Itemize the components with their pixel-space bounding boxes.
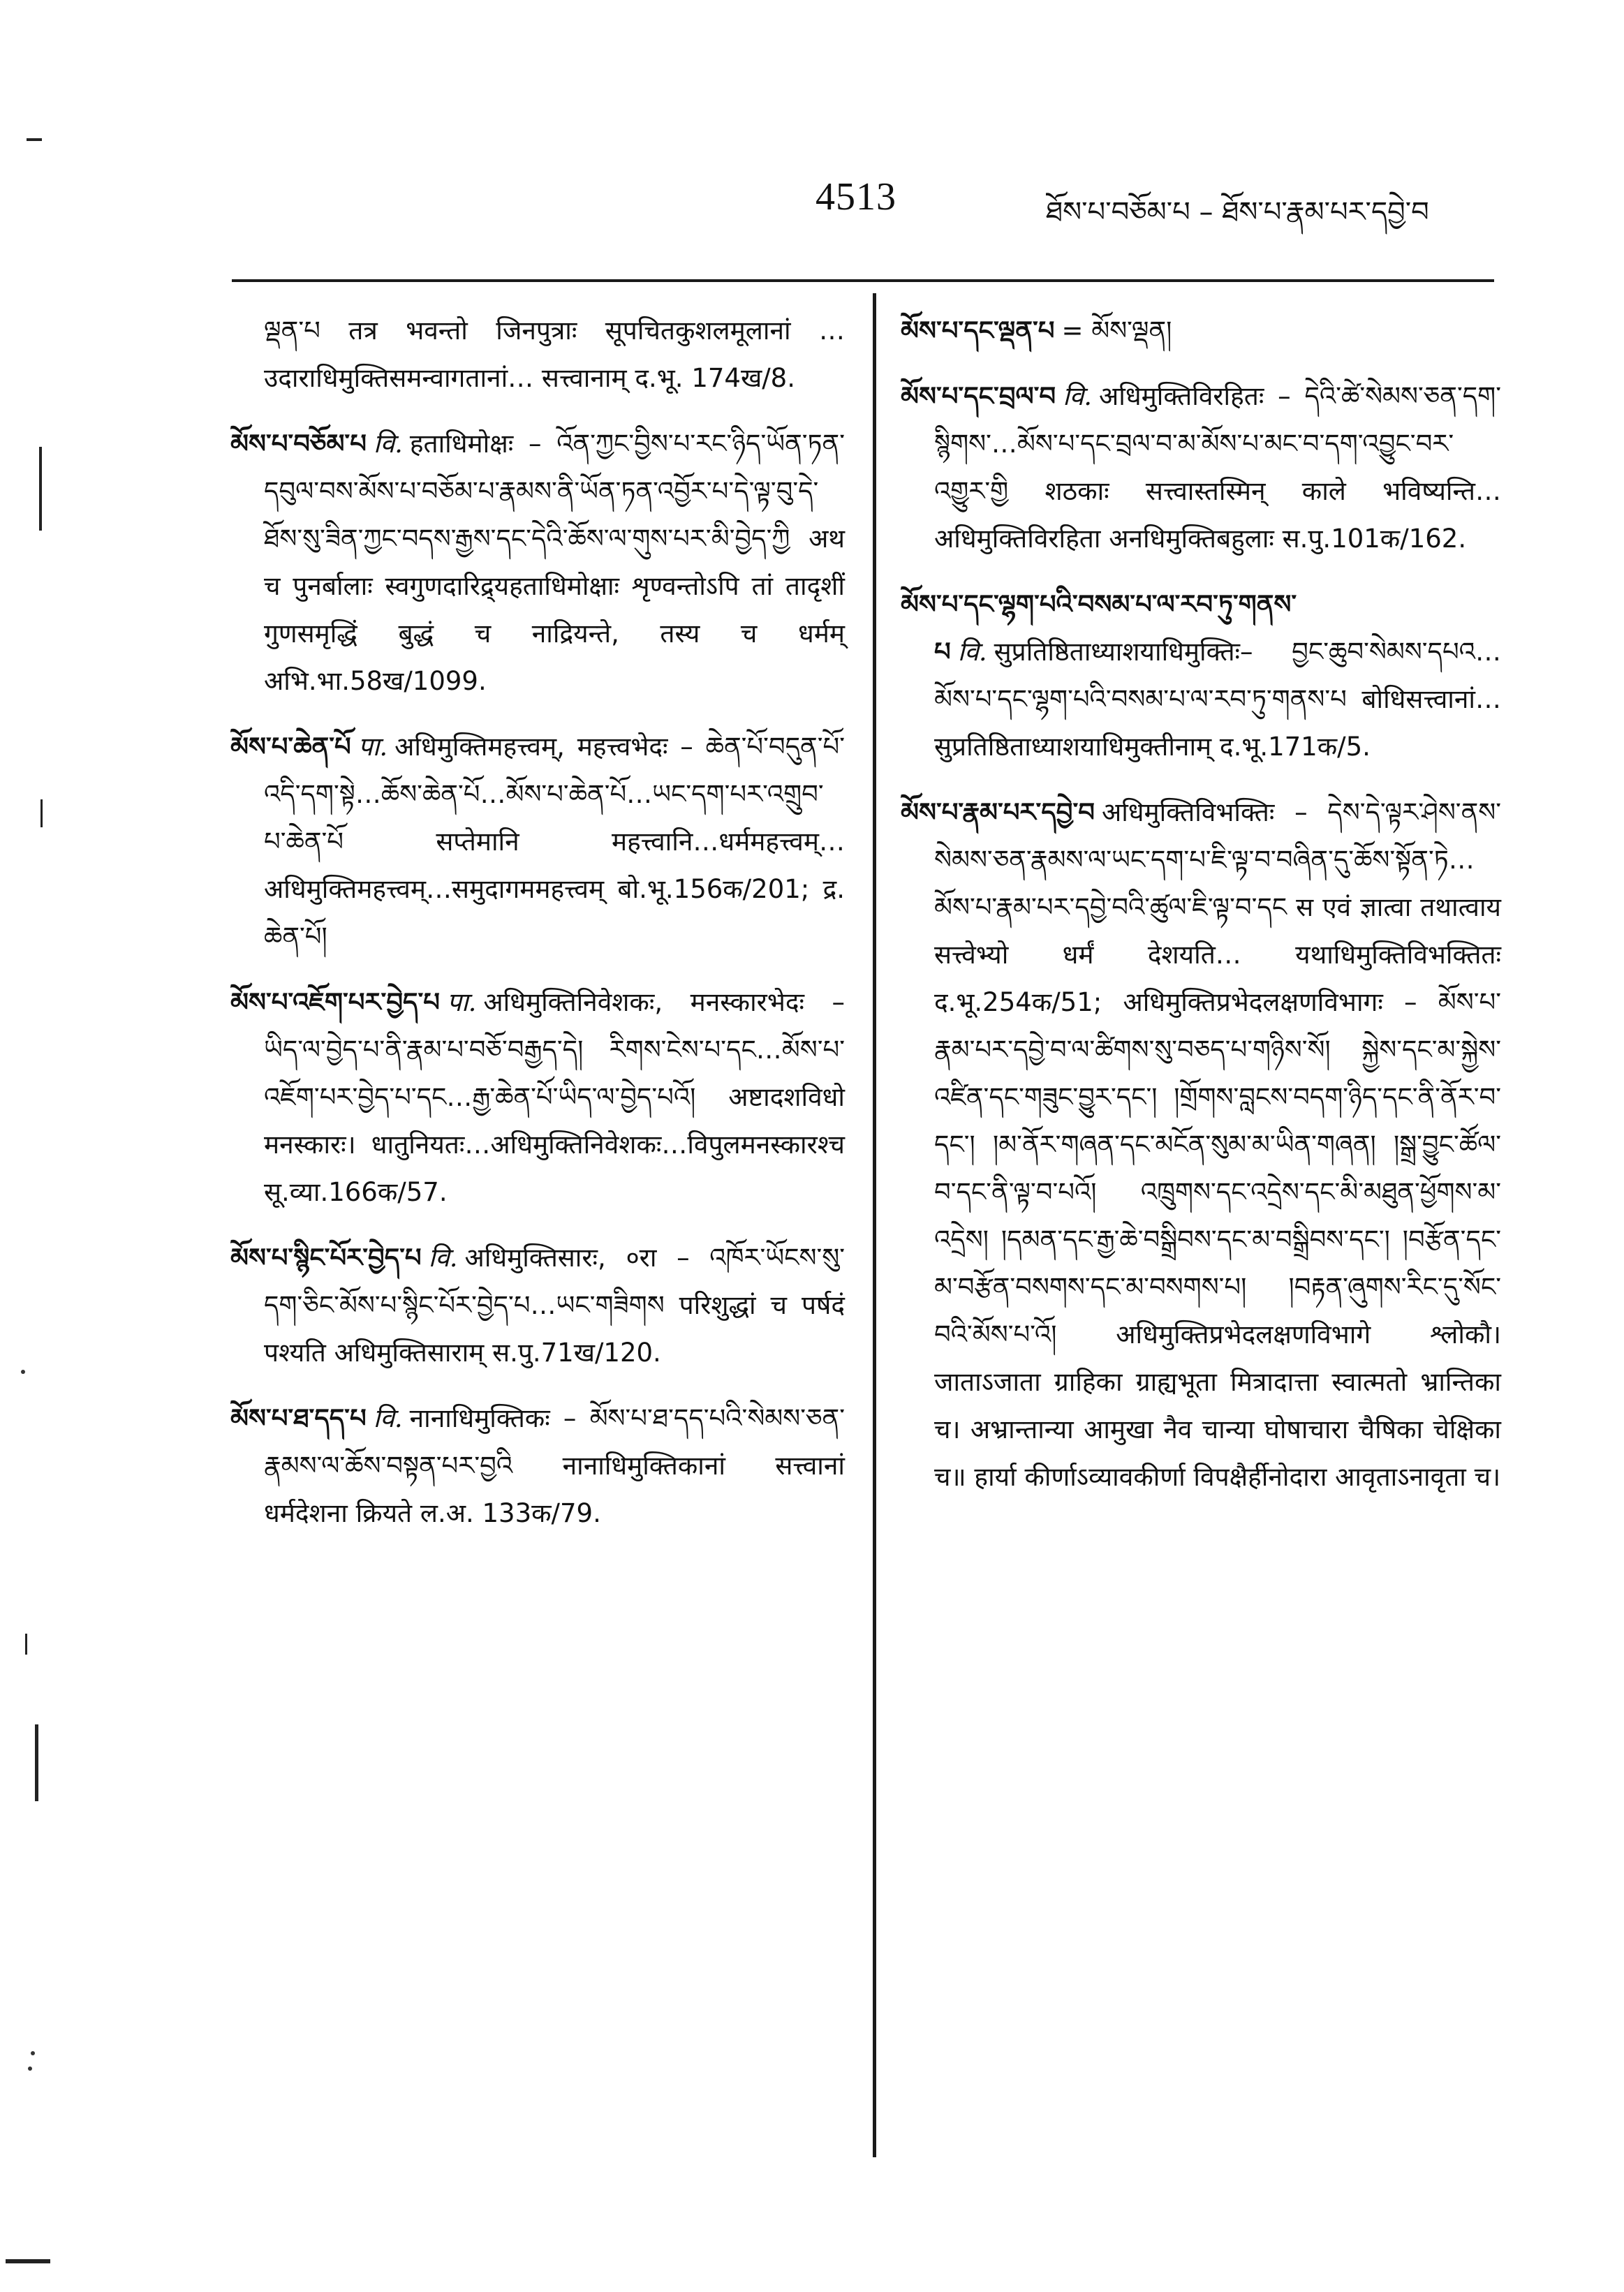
entry-text: अधिमुक्तिविभक्तिः – དེས་དེ་ལྟར་ཤེས་ནས་སེམས་ཅན་རྣམས་ལ་ཡང་དག་པ་ཇི་ལྟ་བ་བཞིན་དུ་ཆོས་སྟོན་ཏེ…མོས་པ་རྣམ་པར་དབྱེ་བའི་ཚུལ་ཇི་ལྟ་བ་དང स एवं ज्ञात्वा तथात्वाय सत्त्वेभ्यो धर्मं देशयति… यथाधिमुक्तिविभक्तितः द.भू.254क/51; अधिमुक्तिप्रभेदलक्षणविभागः – མོས་པ་རྣམ་པར་དབྱེ་བ་ལ་ཚིགས་སུ་བཅད་པ་གཉིས་སོ། སྐྱེས་དང་མ་སྐྱེས་འཛིན་དང་གཟུང་བྱུར་དང་། །གྲོགས་བླངས་བདག་ཉིད་དང་ནི་ནོར་བ་དང་། །མ་ནོར་གཞན་དང་མངོན་སུམ་མ་ཡིན་གཞན། །སྒྲ་བྱུང་ཚོལ་བ་དང་ནི་ལྟ་བ་པའོ། འཁྲུགས་དང་འདྲེས་དང་མི་མཐུན་ཕྱོགས་མ་འདྲེས། །དམན་དང་རྒྱ་ཆེ་བསྒྲིབས་དང་མ་བསྒྲིབས་དང་། །བརྩོན་དང་མ་བརྩོན་བསགས་དང་མ་བསགས་པ། །བརྟན་ཞུགས་རིང་དུ་སོང་བའི་མོས་པ་འོ། अधिमुक्तिप्रभेदलक्षणविभागे श्लोकौ। जाताऽजाता ग्राहिका ग्राह्यभूता मित्रादात्ता स्वात्मतो भ्रान्तिका च। अभ्रान्तान्या आमुखा नैव चान्या घोषाचारा चैषिका चेक्षिका च॥ हार्या कीर्णाऽव्यावकीर्णा विपक्षैर्हीनोदारा आवृताऽनावृता च। <box>934 797 1501 1492</box>
entry-pos: वि. <box>373 1403 403 1433</box>
dictionary-entry <box>230 1395 845 1537</box>
dictionary-entry <box>901 789 1501 1501</box>
entry-headword: མོས་པ་དང་ལྡན་པ <box>901 316 1055 346</box>
dictionary-entry <box>901 373 1501 563</box>
entry-text: ལྡན་པ तत्र भवन्तो जिनपुत्राः सूपचितकुशलमूलानां … उदाराधिमुक्तिसमन्वागतानां… सत्त्वानाम् द.भू. 174ख/8. <box>264 316 845 393</box>
entry-text: हताधिमोक्षः – འོན་ཀྱང་བྱིས་པ་རང་ཉིད་ཡོན་ཏན་དབུལ་བས་མོས་པ་བཅོམ་པ་རྣམས་ནི་ཡོན་ཏན་འབྱོར་པ་དེ་ལྟ་བུ་དེ་ཐོས་སུ་ཟིན་ཀྱང་བདས་རྒྱས་དང་དེའི་ཆོས་ལ་གུས་པར་མི་བྱེད་ཀྱི अथ च पुनर्बालाः स्वगुणदारिद्र्यहताधिमोक्षाः शृण्वन्तोऽपि तां तादृशीं गुणसमृद्धिं बुद्धं च नाद्रियन्ते, तस्य च धर्मम् अभि.भा.58ख/1099. <box>264 429 845 696</box>
dictionary-entry <box>901 581 1501 771</box>
entry-text: = མོས་ལྡན། <box>1061 316 1172 346</box>
entry-pos: वि. <box>373 429 403 459</box>
margin-mark <box>40 799 43 827</box>
scan-speck <box>28 2067 32 2071</box>
dictionary-entry <box>230 1234 845 1377</box>
margin-mark <box>25 1634 27 1655</box>
entry-text: अधिमुक्तिविरहितः – དེའི་ཚེ་སེམས་ཅན་དག་སྙིགས་…མོས་པ་དང་བྲལ་བ་མ་མོས་པ་མང་བ་དག་འབྱུང་བར་འགྱུར་གྱི शठकाः सत्त्वास्तस्मिन् काले भविष्यन्ति…अधिमुक्तिविरहिता अनधिमुक्तिबहुलाः स.पु.101क/162. <box>934 381 1501 554</box>
entry-pos: वि. <box>428 1243 458 1273</box>
entry-headword: མོས་པ་དང་བྲལ་བ <box>901 381 1056 411</box>
entry-pos: पा. <box>357 732 388 762</box>
margin-mark <box>27 138 42 141</box>
entry-headword: མོས་པ་སྙིང་པོར་བྱེད་པ <box>230 1243 422 1273</box>
entry-pos: पा. <box>446 987 477 1017</box>
dictionary-entry <box>230 420 845 705</box>
dictionary-entry <box>230 979 845 1216</box>
scan-speck <box>31 2051 35 2055</box>
margin-mark <box>35 1724 38 1801</box>
entry-headword: མོས་པ་འཇོག་པར་བྱེད་པ <box>230 987 440 1017</box>
entry-headword: མོས་པ་རྣམ་པར་དབྱེ་བ <box>901 797 1095 827</box>
page-number: 4513 <box>815 175 896 219</box>
entry-pos: वि. <box>1063 381 1092 411</box>
entry-text: अधिमुक्तिमहत्त्वम्, महत्त्वभेदः – ཆེན་པོ་བདུན་པོ་འདི་དག་སྟེ…ཆོས་ཆེན་པོ…མོས་པ་ཆེན་པོ…ཡང་དག་པར་འགྲུབ་པ་ཆེན་པོ सप्तेमानि महत्त्वानि…धर्ममहत्त्वम्…अधिमुक्तिमहत्त्वम्…समुदागममहत्त्वम् बो.भू.156क/201; द्र. ཆེན་པོ། <box>264 732 845 952</box>
scan-speck <box>21 1370 25 1374</box>
entry-pos: वि. <box>957 637 987 667</box>
running-head: ཐོས་པ་བཅོམ་པ – ཐོས་པ་རྣམ་པར་དབྱེ་བ <box>1046 196 1429 228</box>
dictionary-entry <box>230 307 845 402</box>
entry-headword: མོས་པ་ཆེན་པོ <box>230 732 351 762</box>
dictionary-entry <box>901 307 1501 355</box>
column-divider <box>873 293 876 2157</box>
entry-text: नानाधिमुक्तिकः – མོས་པ་ཐ་དད་པའི་སེམས་ཅན་རྣམས་ལ་ཆོས་བསྟན་པར་བྱའི नानाधिमुक्तिकानां सत्त्वानां धर्मदेशना क्रियते ल.अ. 133क/79. <box>264 1403 845 1528</box>
left-column <box>230 307 845 1555</box>
margin-mark <box>39 447 42 531</box>
header-rule <box>232 279 1494 282</box>
right-column <box>901 307 1501 1519</box>
entry-text: सुप्रतिष्ठिताध्याशयाधिमुक्तिः– བྱང་ཆུབ་སེམས་དཔའ…མོས་པ་དང་ལྷག་པའི་བསམ་པ་ལ་རབ་ཏུ་གནས་པ बोधिसत्त्वानां…सुप्रतिष्ठिताध्याशयाधिमुक्तीनाम् द.भू.171क/5. <box>934 637 1501 762</box>
entry-headword: མོས་པ་བཅོམ་པ <box>230 429 367 459</box>
entry-text: अधिमुक्तिसारः, ०रा – འཁོར་ཡོངས་སུ་དག་ཅིང་མོས་པ་སྙིང་པོར་བྱེད་པ…ཡང་གཟིགས परिशुद्धां च पर्षदं पश्यति अधिमुक्तिसाराम् स.पु.71ख/120. <box>264 1243 845 1368</box>
entry-text: अधिमुक्तिनिवेशकः, मनस्कारभेदः – ཡིད་ལ་བྱེད་པ་ནི་རྣམ་པ་བཅོ་བརྒྱད་དེ། རིགས་ངེས་པ་དང…མོས་པ་འཇོག་པར་བྱེད་པ་དང…རྒྱ་ཆེན་པོ་ཡིད་ལ་བྱེད་པའོ། अष्टादशविधो मनस्कारः। धातुनियतः…अधिमुक्तिनिवेशकः…विपुलमनस्कारश्च सू.व्या.166क/57. <box>264 987 845 1207</box>
entry-headword: མོས་པ་དང་ལྷག་པའི་བསམ་པ་ལ་རབ་ཏུ་གནས་པ <box>901 589 1297 667</box>
dictionary-entry <box>230 723 845 961</box>
margin-mark <box>6 2259 50 2263</box>
entry-headword: མོས་པ་ཐ་དད་པ <box>230 1403 367 1433</box>
